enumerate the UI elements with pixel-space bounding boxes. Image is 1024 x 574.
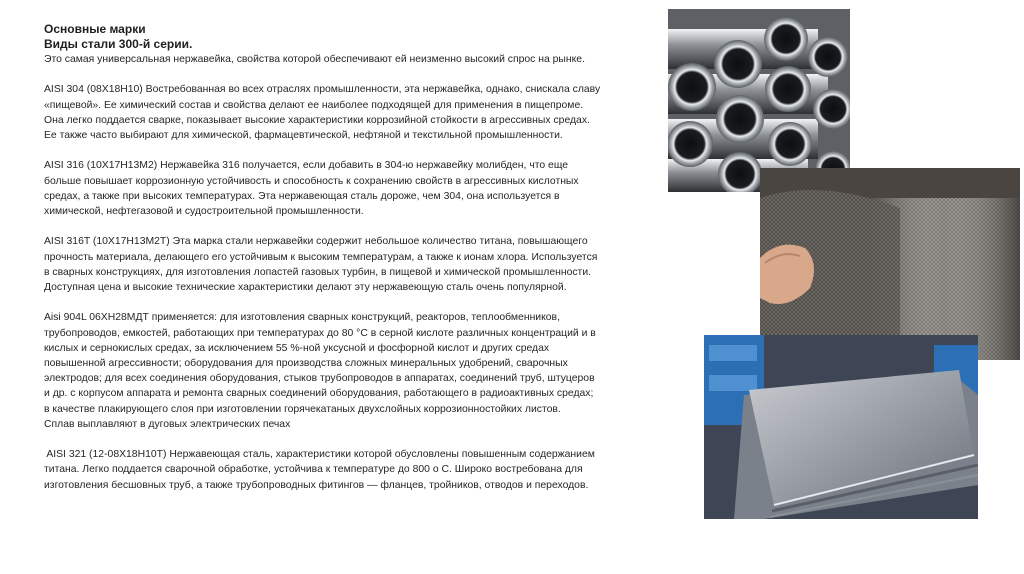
paragraph-line: электродов; для всех соединения оборудования, стыков трубопроводов в аппаратах, соединений труб, штуцеров <box>44 373 595 385</box>
paragraph-line: в качестве плакирующего слоя при изготовлении горячекатаных двухслойных коррозионностойких листов. <box>44 403 561 415</box>
paragraph-line: «пищевой». Ее химический состав и свойства делают ее наиболее подходящей для применения в пищепроме. <box>44 99 584 111</box>
paragraph-line: повышенной агрессивности; оборудования для производства сложных минеральных удобрений, сварочных <box>44 358 568 369</box>
title-line-2: Виды стали 300-й серии. <box>44 37 193 51</box>
paragraph-4 <box>44 310 674 432</box>
paragraphs <box>44 82 674 492</box>
sheets-illustration <box>704 335 978 519</box>
paragraph-line: прочность материала, делающего его устойчивым к высоким температурам, а также к ионам хлора. Используется <box>44 251 598 263</box>
paragraph-line: AISI 304 (08Х18Н10) Востребованная во всех отраслях промышленности, эта нержавейка, однако, снискала славу <box>44 84 601 96</box>
paragraph-line: Доступная цена и высокие технические характеристики делают эту нержавеющую сталь очень популярной. <box>44 282 567 293</box>
paragraph-line: AISI 316 (10Х17Н13М2) Нержавейка 316 получается, если добавить в 304-ю нержавейку молибден, что еще <box>44 160 569 172</box>
paragraph-line: Она легко поддается сварке, показывает высокие характеристики коррозийной стойкости в агрессивных средах. <box>44 114 590 126</box>
paragraph-line: трубопроводов, емкостей, работающих при температурах до 80 °С в серной кислоте различных концентраций и в <box>44 327 596 339</box>
paragraph-line: кислых и сернокислых средах, за исключением 55 %-ной уксусной и фосфорной кислот и других средах <box>44 342 550 354</box>
mesh-illustration <box>760 168 1020 360</box>
intro-text: Это самая универсальная нержавейка, свойства которой обеспечивают ей неизменно высокий спрос на рынке. <box>44 54 585 65</box>
pipes-illustration <box>668 9 850 192</box>
paragraph-line: и др. с корпусом аппарата и ремонта сварных соединений оборудования, работающего в радиоактивных средах; <box>44 388 594 400</box>
paragraph-1 <box>44 82 674 143</box>
paragraph-line: больше повышает коррозионную устойчивость и способность к сохранению свойств в агрессивных кислотных <box>44 175 579 187</box>
paragraph-line: AISI 316T (10Х17Н13М2Т) Эта марка стали нержавейки содержит небольшое количество титана, повышающего <box>44 236 588 248</box>
title-line-1: Основные марки <box>44 22 146 36</box>
paragraph-line: AISI 321 (12-08Х18Н10Т) Нержавеющая сталь, характеристики которой обусловлены повышенным содержанием <box>44 449 595 461</box>
paragraph-line: Aisi 904L 06ХН28МДТ применяется: для изготовления сварных конструкций, реакторов, теплообменников, <box>44 312 560 324</box>
paragraph-line: Сплав выплавляют в дуговых электрических печах <box>44 418 291 430</box>
paragraph-line: титана. Легко поддается сварочной обработке, устойчива к температуре до 800 о С. Широко востребована для <box>44 464 583 476</box>
paragraph-5 <box>44 447 674 493</box>
sheets-photo <box>704 335 978 519</box>
mesh-photo <box>760 168 1020 360</box>
paragraph-line: химической, нефтегазовой и судостроительной промышленности. <box>44 206 364 217</box>
pipes-photo <box>668 9 850 192</box>
paragraph-line: Ее также часто выбирают для химической, фармацевтической, нефтяной и текстильной промышленности. <box>44 130 563 141</box>
paragraph-3 <box>44 234 674 295</box>
text-column <box>44 22 674 493</box>
paragraph-2 <box>44 158 674 219</box>
paragraph-line: средах, а также при высоких температурах. Эта нержавеющая сталь дороже, чем 304, она используется в <box>44 190 560 202</box>
paragraph-line: в сварных конструкциях, для изготовления лопастей газовых турбин, в пищевой и химической промышленности. <box>44 266 592 278</box>
paragraph-line: изготовления бесшовных труб, а также трубопроводных фитингов — фланцев, тройников, отводов и переходов. <box>44 479 589 491</box>
